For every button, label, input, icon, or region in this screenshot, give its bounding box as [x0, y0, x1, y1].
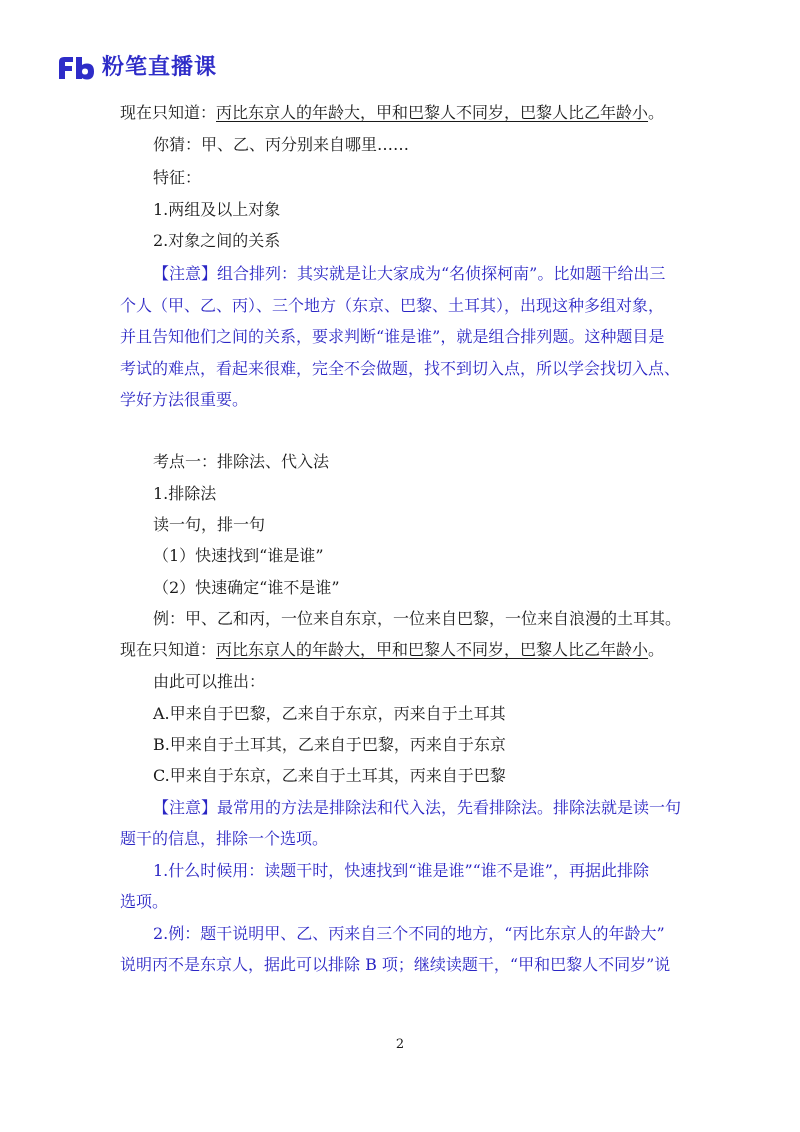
option-c: C.甲来自于东京，乙来自于土耳其，丙来自于巴黎 — [153, 766, 506, 785]
text-line: 由此可以推出： — [153, 672, 266, 691]
note-line: 选项。 — [120, 892, 169, 911]
note-line: 个人（甲、乙、丙）、三个地方（东京、巴黎、土耳其），出现这种多组对象， — [120, 296, 665, 315]
logo-text: 粉笔直播课 — [102, 55, 218, 80]
note-line: 说明丙不是东京人，据此可以排除 B 项；继续读题干，“甲和巴黎人不同岁”说 — [120, 955, 671, 974]
note-line: 并且告知他们之间的关系，要求判断“谁是谁”，就是组合排列题。这种题目是 — [120, 327, 665, 346]
text-line — [120, 103, 664, 123]
text-line: 读一句，排一句 — [153, 515, 266, 534]
text-segment: 现在只知道： — [120, 640, 217, 659]
note-line: 【注意】组合排列：其实就是让大家成为“名侦探柯南”。比如题干给出三 — [153, 264, 666, 283]
section-heading: 考点一：排除法、代入法 — [153, 452, 330, 471]
text-segment: 。 — [648, 640, 665, 659]
note-line: 考试的难点，看起来很难，完全不会做题，找不到切入点，所以学会找切入点、 — [120, 359, 681, 378]
note-line: 2.例：题干说明甲、乙、丙来自三个不同的地方，“丙比东京人的年龄大” — [153, 924, 665, 943]
page-number: 2 — [395, 1037, 405, 1052]
fb-logo-icon — [56, 54, 96, 82]
logo — [56, 52, 217, 84]
text-line: 例：甲、乙和丙，一位来自东京，一位来自巴黎，一位来自浪漫的土耳其。 — [153, 609, 682, 628]
text-segment: 现在只知道： — [120, 103, 217, 122]
option-a: A.甲来自于巴黎，乙来自于东京，丙来自于土耳其 — [153, 704, 506, 723]
note-line: 1.什么时候用：读题干时，快速找到“谁是谁”“谁不是谁”，再据此排除 — [153, 861, 649, 880]
note-line: 【注意】最常用的方法是排除法和代入法，先看排除法。排除法就是读一句 — [153, 798, 682, 817]
text-line: （1）快速找到“谁是谁” — [153, 546, 324, 565]
text-line: 1.两组及以上对象 — [153, 200, 281, 219]
text-line: 2.对象之间的关系 — [153, 231, 281, 250]
underlined-text: 丙比东京人的年龄大，甲和巴黎人不同岁，巴黎人比乙年龄小 — [216, 640, 649, 659]
note-line: 题干的信息，排除一个选项。 — [120, 829, 329, 848]
text-line: 1.排除法 — [153, 484, 217, 503]
underlined-text: 丙比东京人的年龄大，甲和巴黎人不同岁，巴黎人比乙年龄小 — [216, 103, 649, 122]
note-line: 学好方法很重要。 — [120, 390, 249, 409]
text-line — [120, 640, 664, 660]
text-line: 你猜：甲、乙、丙分别来自哪里…… — [153, 135, 410, 154]
option-b: B.甲来自于土耳其，乙来自于巴黎，丙来自于东京 — [153, 735, 506, 754]
text-line: 特征： — [153, 168, 202, 187]
text-segment: 。 — [648, 103, 665, 122]
text-line: （2）快速确定“谁不是谁” — [153, 578, 340, 597]
